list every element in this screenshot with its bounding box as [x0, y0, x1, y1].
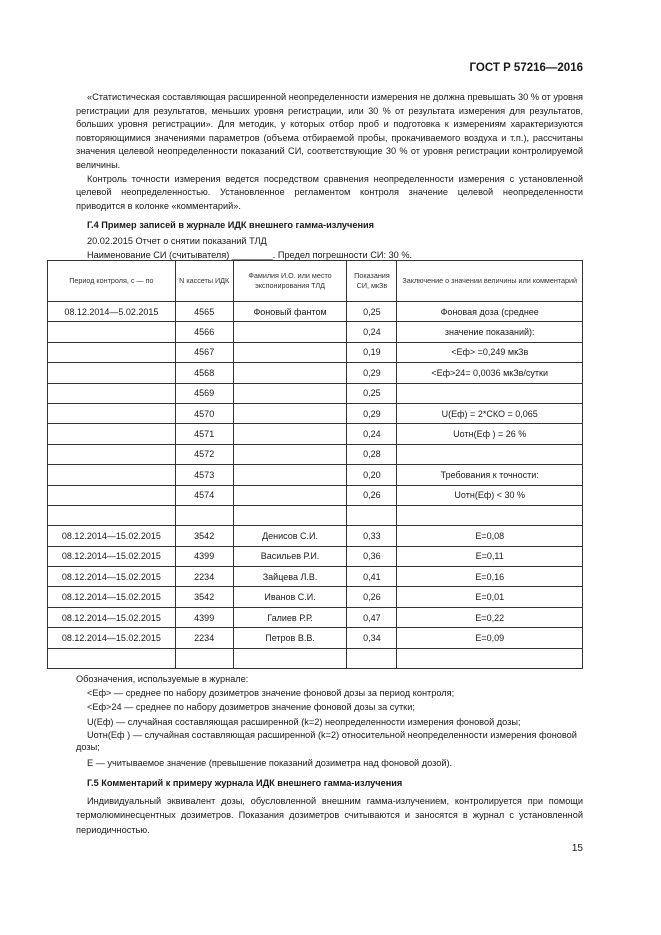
cell-conclusion: U(Eф) = 2*СКО = 0,065 — [397, 403, 583, 423]
section-g5-text: Индивидуальный эквивалент дозы, обусловленной внешним гамма-излучением, контролируется при помощи термолюминесцентных дозиметров. Показания дозиметров считываются и заносятся в журнал с установленной периодичностью. — [76, 796, 583, 835]
cell-conclusion: E=0,11 — [397, 546, 583, 566]
cell-cassette: 4565 — [175, 302, 233, 322]
table-row — [48, 302, 583, 322]
cell-period — [48, 342, 176, 362]
table-body — [48, 302, 583, 669]
cell-name — [233, 485, 347, 505]
cell-conclusion: Фоновая доза (среднее — [397, 302, 583, 322]
cell-reading: 0,28 — [347, 444, 397, 464]
cell-name — [233, 505, 347, 525]
intro-paragraph-1: «Статистическая составляющая расширенной неопределенности измерения не должна превышать 30 % от уровня регистрации для результатов, меньших уровня регистрации, или 30 % от результата измерения для результатов, больших уровня регистрации». Для методик, у которых отбор проб и подготовка к измерениям характеризуются повторяющимися значениями параметров (объема отбираемой пробы, прокачиваемого воздуха и т.п.), рассчитаны значения целевой неопределенности показаний СИ, соответствующие 30 % от уровня регистрации контролируемой величины. — [76, 92, 583, 170]
cell-cassette: 2234 — [175, 628, 233, 648]
cell-name — [233, 403, 347, 423]
note-mean-background: <Eф> — среднее по набору дозиметров значение фоновой дозы за период контроля; — [87, 688, 455, 699]
cell-period — [48, 648, 176, 668]
header-name: Фамилия И.О. или место экспонирования ТЛД — [233, 261, 347, 302]
cell-reading: 0,41 — [347, 567, 397, 587]
cell-cassette: 2234 — [175, 567, 233, 587]
table-row — [48, 587, 583, 607]
table-row — [48, 607, 583, 627]
cell-name: Фоновый фантом — [233, 302, 347, 322]
cell-cassette: 4571 — [175, 424, 233, 444]
cell-period: 08.12.2014—15.02.2015 — [48, 587, 176, 607]
table-row — [48, 444, 583, 464]
cell-reading: 0,47 — [347, 607, 397, 627]
cell-cassette: 4569 — [175, 383, 233, 403]
table-row — [48, 648, 583, 668]
cell-conclusion: E=0,16 — [397, 567, 583, 587]
cell-name — [233, 342, 347, 362]
cell-cassette: 4567 — [175, 342, 233, 362]
cell-reading: 0,26 — [347, 587, 397, 607]
cell-period: 08.12.2014—15.02.2015 — [48, 526, 176, 546]
table-row — [48, 526, 583, 546]
intro-text — [76, 91, 583, 262]
table-row — [48, 465, 583, 485]
note-e-value: E — учитываемое значение (превышение показаний дозиметра над фоновой дозой). — [87, 757, 453, 768]
cell-cassette: 4399 — [175, 607, 233, 627]
note-mean-background-daily: <Eф>24 — среднее по набору дозиметров значение фоновой дозы за сутки; — [87, 702, 415, 713]
cell-reading: 0,34 — [347, 628, 397, 648]
cell-conclusion: <Eф>24= 0,0036 мкЗв/сутки — [397, 363, 583, 383]
cell-name — [233, 424, 347, 444]
table-row — [48, 628, 583, 648]
cell-name — [233, 465, 347, 485]
table-row — [48, 567, 583, 587]
header-conclusion: Заключение о значении величины или комментарий — [397, 261, 583, 302]
note-uncertainty: U(Eф) — случайная составляющая расширенной (k=2) неопределенности измерения фоновой дозы; — [87, 716, 521, 727]
cell-cassette: 4399 — [175, 546, 233, 566]
header-cassette: N кассеты ИДК — [175, 261, 233, 302]
cell-cassette: 4566 — [175, 322, 233, 342]
cell-reading: 0,33 — [347, 526, 397, 546]
cell-period — [48, 465, 176, 485]
cell-period — [48, 485, 176, 505]
notes-section — [76, 672, 583, 837]
cell-conclusion — [397, 505, 583, 525]
table-row — [48, 505, 583, 525]
cell-reading: 0,20 — [347, 465, 397, 485]
cell-name — [233, 648, 347, 668]
cell-conclusion: Требования к точности: — [397, 465, 583, 485]
cell-cassette: 4574 — [175, 485, 233, 505]
cell-name — [233, 383, 347, 403]
cell-period: 08.12.2014—15.02.2015 — [48, 607, 176, 627]
cell-cassette: 4572 — [175, 444, 233, 464]
section-g5-title: Г.5 Комментарий к примеру журнала ИДК внешнего гамма-излучения — [87, 778, 403, 789]
note-relative-uncertainty: Uотн(Eф ) — случайная составляющая расширенной (k=2) относительной неопределенности измерения фоновой дозы; — [76, 729, 577, 753]
cell-cassette — [175, 648, 233, 668]
cell-name — [233, 322, 347, 342]
cell-cassette: 4568 — [175, 363, 233, 383]
cell-reading: 0,25 — [347, 383, 397, 403]
cell-conclusion — [397, 444, 583, 464]
cell-conclusion: Uотн(Eф) < 30 % — [397, 485, 583, 505]
cell-conclusion: E=0,09 — [397, 628, 583, 648]
table-row — [48, 485, 583, 505]
table-header-row — [48, 261, 583, 302]
cell-conclusion: <Eф> =0,249 мкЗв — [397, 342, 583, 362]
cell-reading: 0,26 — [347, 485, 397, 505]
cell-conclusion — [397, 383, 583, 403]
page-number: 15 — [571, 843, 583, 854]
document-code: ГОСТ Р 57216—2016 — [469, 62, 583, 74]
cell-reading: 0,36 — [347, 546, 397, 566]
cell-reading — [347, 648, 397, 668]
cell-conclusion — [397, 648, 583, 668]
journal-line-2: Наименование СИ (считывателя) ________. Предел погрешности СИ: 30 %. — [87, 249, 413, 260]
header-period: Период контроля, с — по — [48, 261, 176, 302]
cell-period — [48, 424, 176, 444]
cell-period — [48, 505, 176, 525]
cell-period — [48, 383, 176, 403]
cell-period: 08.12.2014—15.02.2015 — [48, 546, 176, 566]
cell-name: Иванов С.И. — [233, 587, 347, 607]
cell-reading: 0,19 — [347, 342, 397, 362]
cell-conclusion: значение показаний): — [397, 322, 583, 342]
cell-cassette: 3542 — [175, 526, 233, 546]
section-g4-title: Г.4 Пример записей в журнале ИДК внешнего гамма-излучения — [87, 220, 375, 231]
cell-period — [48, 322, 176, 342]
cell-period — [48, 444, 176, 464]
cell-cassette: 3542 — [175, 587, 233, 607]
cell-cassette: 4573 — [175, 465, 233, 485]
table-row — [48, 546, 583, 566]
cell-name: Галиев Р.Р. — [233, 607, 347, 627]
header-reading: Показания СИ, мкЗв — [347, 261, 397, 302]
table-row — [48, 322, 583, 342]
cell-reading: 0,29 — [347, 363, 397, 383]
table-row — [48, 363, 583, 383]
cell-period: 08.12.2014—5.02.2015 — [48, 302, 176, 322]
cell-conclusion: E=0,01 — [397, 587, 583, 607]
cell-name: Денисов С.И. — [233, 526, 347, 546]
cell-reading — [347, 505, 397, 525]
table-row — [48, 403, 583, 423]
cell-reading: 0,24 — [347, 424, 397, 444]
cell-name: Зайцева Л.В. — [233, 567, 347, 587]
cell-period — [48, 363, 176, 383]
cell-period: 08.12.2014—15.02.2015 — [48, 567, 176, 587]
cell-reading: 0,29 — [347, 403, 397, 423]
cell-conclusion: E=0,08 — [397, 526, 583, 546]
cell-period: 08.12.2014—15.02.2015 — [48, 628, 176, 648]
cell-cassette — [175, 505, 233, 525]
table-row — [48, 424, 583, 444]
cell-conclusion: E=0,22 — [397, 607, 583, 627]
cell-conclusion: Uотн(Eф ) = 26 % — [397, 424, 583, 444]
cell-reading: 0,25 — [347, 302, 397, 322]
journal-table — [47, 260, 583, 669]
cell-cassette: 4570 — [175, 403, 233, 423]
cell-name: Васильев Р.И. — [233, 546, 347, 566]
cell-name: Петров В.В. — [233, 628, 347, 648]
journal-line-1: 20.02.2015 Отчет о снятии показаний ТЛД — [87, 235, 267, 246]
cell-period — [48, 403, 176, 423]
cell-reading: 0,24 — [347, 322, 397, 342]
cell-name — [233, 444, 347, 464]
cell-name — [233, 363, 347, 383]
table-row — [48, 383, 583, 403]
notes-title: Обозначения, используемые в журнале: — [76, 674, 249, 684]
intro-paragraph-2: Контроль точности измерения ведется посредством сравнения неопределенности измерения с установленной целевой неопределенностью. Установленное регламентом контроля значение целевой неопределенности приводится в колонке «комментарий». — [76, 173, 583, 211]
table-row — [48, 342, 583, 362]
